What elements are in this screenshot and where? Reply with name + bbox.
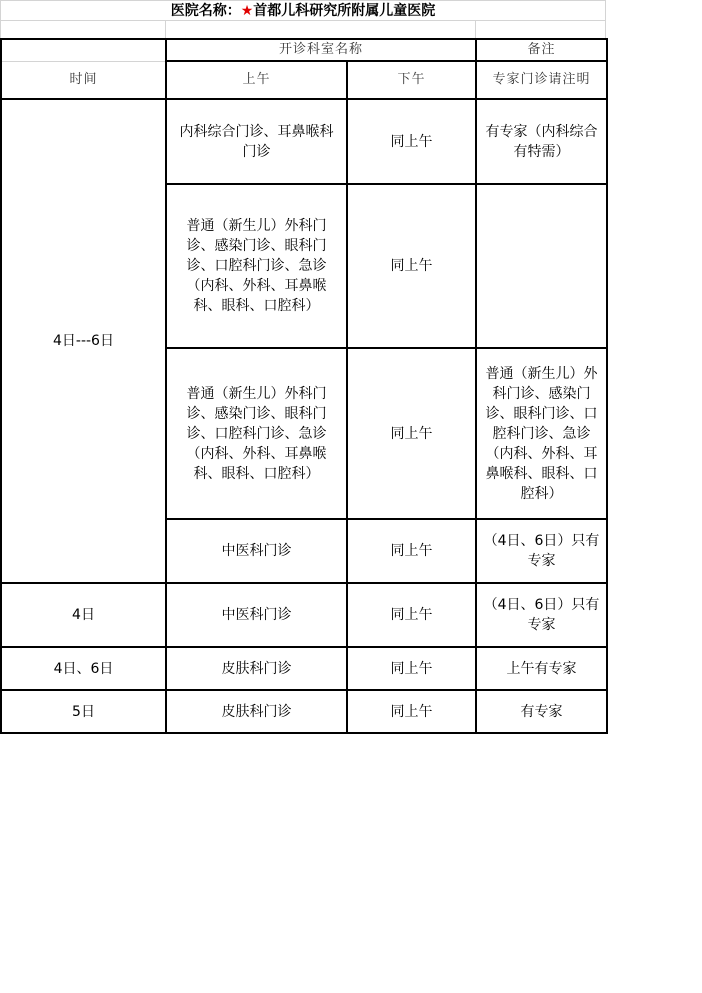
- grid-line: [165, 21, 166, 38]
- pm-cell: 同上午: [347, 99, 476, 184]
- table-row: [1, 99, 607, 184]
- hospital-name: 首都儿科研究所附属儿童医院: [253, 3, 436, 19]
- time-cell: 5日: [1, 690, 166, 733]
- am-cell: 皮肤科门诊: [166, 690, 347, 733]
- pm-cell: 同上午: [347, 690, 476, 733]
- header-expert-note: 专家门诊请注明: [476, 61, 607, 99]
- pm-cell: 同上午: [347, 184, 476, 348]
- note-cell: （4日、6日）只有专家: [476, 583, 607, 647]
- time-cell-group: 4日---6日: [1, 99, 166, 583]
- schedule-table: [0, 38, 608, 734]
- table-row: [1, 690, 607, 733]
- pm-cell: 同上午: [347, 348, 476, 519]
- time-cell: 4日、6日: [1, 647, 166, 690]
- note-cell: 上午有专家: [476, 647, 607, 690]
- note-cell: 有专家: [476, 690, 607, 733]
- spacer-row: [0, 21, 606, 38]
- am-cell: 内科综合门诊、耳鼻喉科门诊: [166, 99, 347, 184]
- am-cell: 中医科门诊: [166, 519, 347, 583]
- header-row-2: [1, 61, 607, 99]
- am-cell: 中医科门诊: [166, 583, 347, 647]
- note-cell: 普通（新生儿）外科门诊、感染门诊、眼科门诊、口腔科门诊、急诊（内科、外科、耳鼻喉科、眼科、口腔科）: [476, 348, 607, 519]
- header-department-group: 开诊科室名称: [166, 39, 476, 61]
- star-icon: ★: [240, 3, 254, 19]
- pm-cell: 同上午: [347, 647, 476, 690]
- header-row-1: [1, 39, 607, 61]
- header-time: 时间: [1, 61, 166, 99]
- title-prefix: 医院名称：: [170, 3, 241, 19]
- header-am: 上午: [166, 61, 347, 99]
- hospital-title: [0, 0, 606, 21]
- note-cell: 有专家（内科综合有特需）: [476, 99, 607, 184]
- pm-cell: 同上午: [347, 583, 476, 647]
- header-pm: 下午: [347, 61, 476, 99]
- am-cell: 普通（新生儿）外科门诊、感染门诊、眼科门诊、口腔科门诊、急诊（内科、外科、耳鼻喉科、眼科、口腔科）: [166, 184, 347, 348]
- time-cell: 4日: [1, 583, 166, 647]
- pm-cell: 同上午: [347, 519, 476, 583]
- table-row: [1, 647, 607, 690]
- header-remarks: 备注: [476, 39, 607, 61]
- note-cell: [476, 184, 607, 348]
- am-cell: 皮肤科门诊: [166, 647, 347, 690]
- am-cell: 普通（新生儿）外科门诊、感染门诊、眼科门诊、口腔科门诊、急诊（内科、外科、耳鼻喉科、眼科、口腔科）: [166, 348, 347, 519]
- note-cell: （4日、6日）只有专家: [476, 519, 607, 583]
- header-time-top: [1, 39, 166, 61]
- grid-line: [475, 21, 476, 38]
- table-row: [1, 583, 607, 647]
